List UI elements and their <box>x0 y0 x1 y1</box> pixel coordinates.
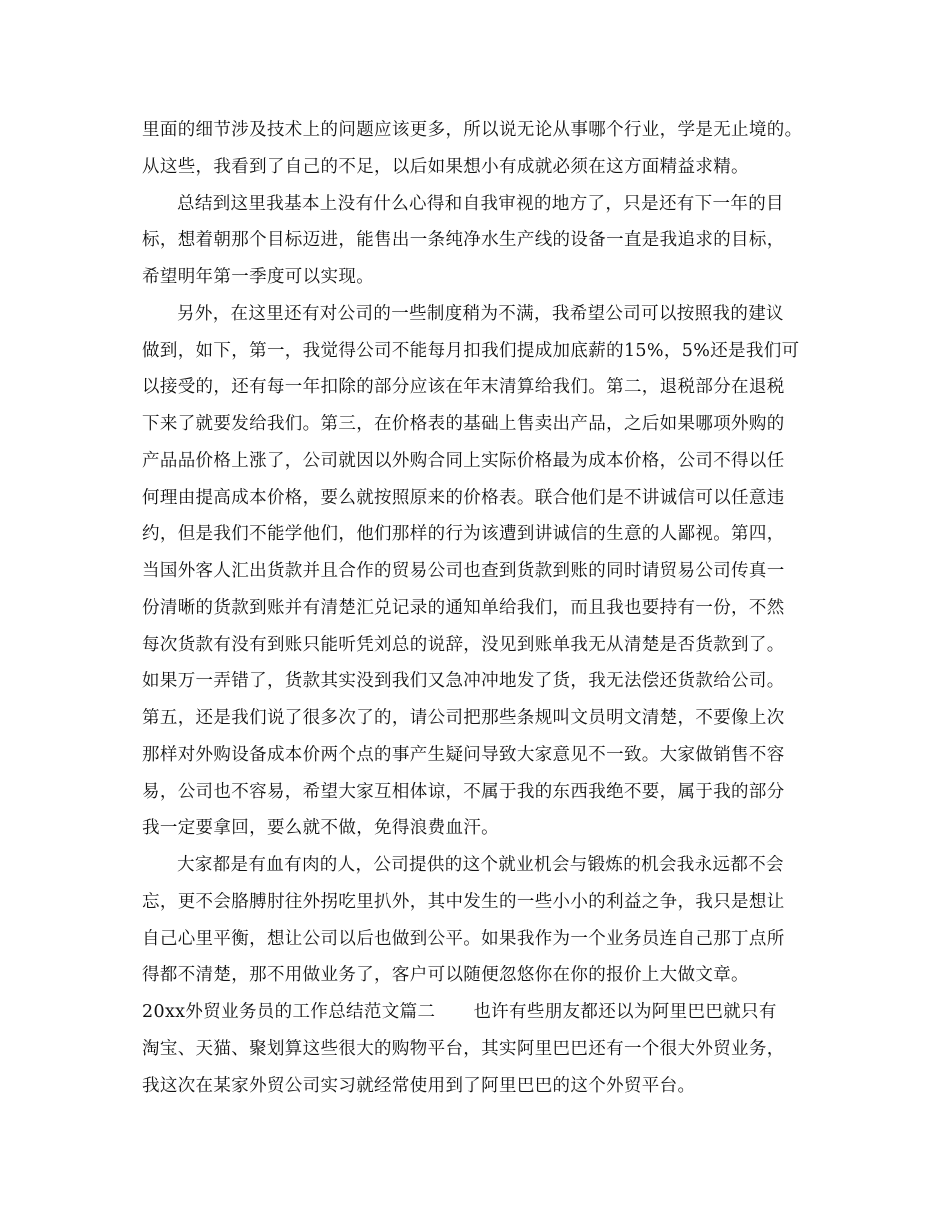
text-line: 当国外客人汇出货款并且合作的贸易公司也查到货款到账的同时请贸易公司传真一 <box>142 561 785 581</box>
text-line: 希望明年第一季度可以实现。 <box>142 267 375 287</box>
section-title: 20xx外贸业务员的工作总结范文篇二 <box>142 1002 436 1022</box>
text-line: 标，想着朝那个目标迈进，能售出一条纯净水生产线的设备一直是我追求的目标， <box>142 230 785 251</box>
text-line: 份清晰的货款到账并有清楚汇兑记录的通知单给我们，而且我也要持有一份，不然 <box>142 597 785 618</box>
text-line: 我一定要拿回，要么就不做，免得浪费血汗。 <box>142 818 499 839</box>
text-line: 做到，如下，第一，我觉得公司不能每月扣我们提成加底薪的15%，5%还是我们可 <box>142 340 800 361</box>
text-line: 从这些，我看到了自己的不足，以后如果想小有成就必须在这方面精益求精。 <box>142 156 749 177</box>
text-line: 如果万一弄错了，货款其实没到我们又急冲冲地发了货，我无法偿还货款给公司。 <box>142 671 785 692</box>
text-line: 何理由提高成本价格，要么就按照原来的价格表。联合他们是不讲诚信可以任意违 <box>142 487 785 508</box>
text-line: 第五，还是我们说了很多次了的，请公司把那些条规叫文员明文清楚，不要像上次 <box>142 708 785 728</box>
text-line: 自己心里平衡，想让公司以后也做到公平。如果我作为一个业务员连自己那丁点所 <box>142 928 785 949</box>
text-line: 易，公司也不容易，希望大家互相体谅，不属于我的东西我绝不要，属于我的部分 <box>142 781 785 802</box>
document-body <box>142 112 822 1104</box>
text-line: 产品品价格上涨了，公司就因以外购合同上实际价格最为成本价格，公司不得以任 <box>142 450 785 471</box>
text-line: 每次货款有没有到账只能听凭刘总的说辞，没见到账单我无从清楚是否货款到了。 <box>142 634 785 655</box>
section-lead-text: 也许有些朋友都还以为阿里巴巴就只有 <box>473 1002 777 1022</box>
text-line: 里面的细节涉及技术上的问题应该更多，所以说无论从事哪个行业，学是无止境的。 <box>142 120 803 140</box>
text-line: 得都不清楚，那不用做业务了，客户可以随便忽悠你在你的报价上大做文章。 <box>142 965 749 986</box>
text-line: 那样对外购设备成本价两个点的事产生疑问导致大家意见不一致。大家做销售不容 <box>142 744 785 765</box>
section-heading-line <box>142 994 822 1031</box>
text-line: 淘宝、天猫、聚划算这些很大的购物平台，其实阿里巴巴还有一个很大外贸业务， <box>142 1038 785 1059</box>
paragraph-start-line: 另外，在这里还有对公司的一些制度稍为不满，我希望公司可以按照我的建议 <box>177 303 784 324</box>
paragraph-start-line: 总结到这里我基本上没有什么心得和自我审视的地方了，只是还有下一年的目 <box>177 193 784 214</box>
paragraph-start-line: 大家都是有血有肉的人，公司提供的这个就业机会与锻炼的机会我永远都不会 <box>177 855 784 875</box>
text-line: 忘，更不会胳膊肘往外拐吃里扒外，其中发生的一些小小的利益之争，我只是想让 <box>142 891 785 912</box>
text-line: 下来了就要发给我们。第三，在价格表的基础上售卖出产品，之后如果哪项外购的 <box>142 414 785 434</box>
text-line: 以接受的，还有每一年扣除的部分应该在年末清算给我们。第二，退税部分在退税 <box>142 377 785 398</box>
text-line: 我这次在某家外贸公司实习就经常使用到了阿里巴巴的这个外贸平台。 <box>142 1075 696 1096</box>
text-line: 约，但是我们不能学他们，他们那样的行为该遭到讲诚信的生意的人鄙视。第四， <box>142 524 785 545</box>
